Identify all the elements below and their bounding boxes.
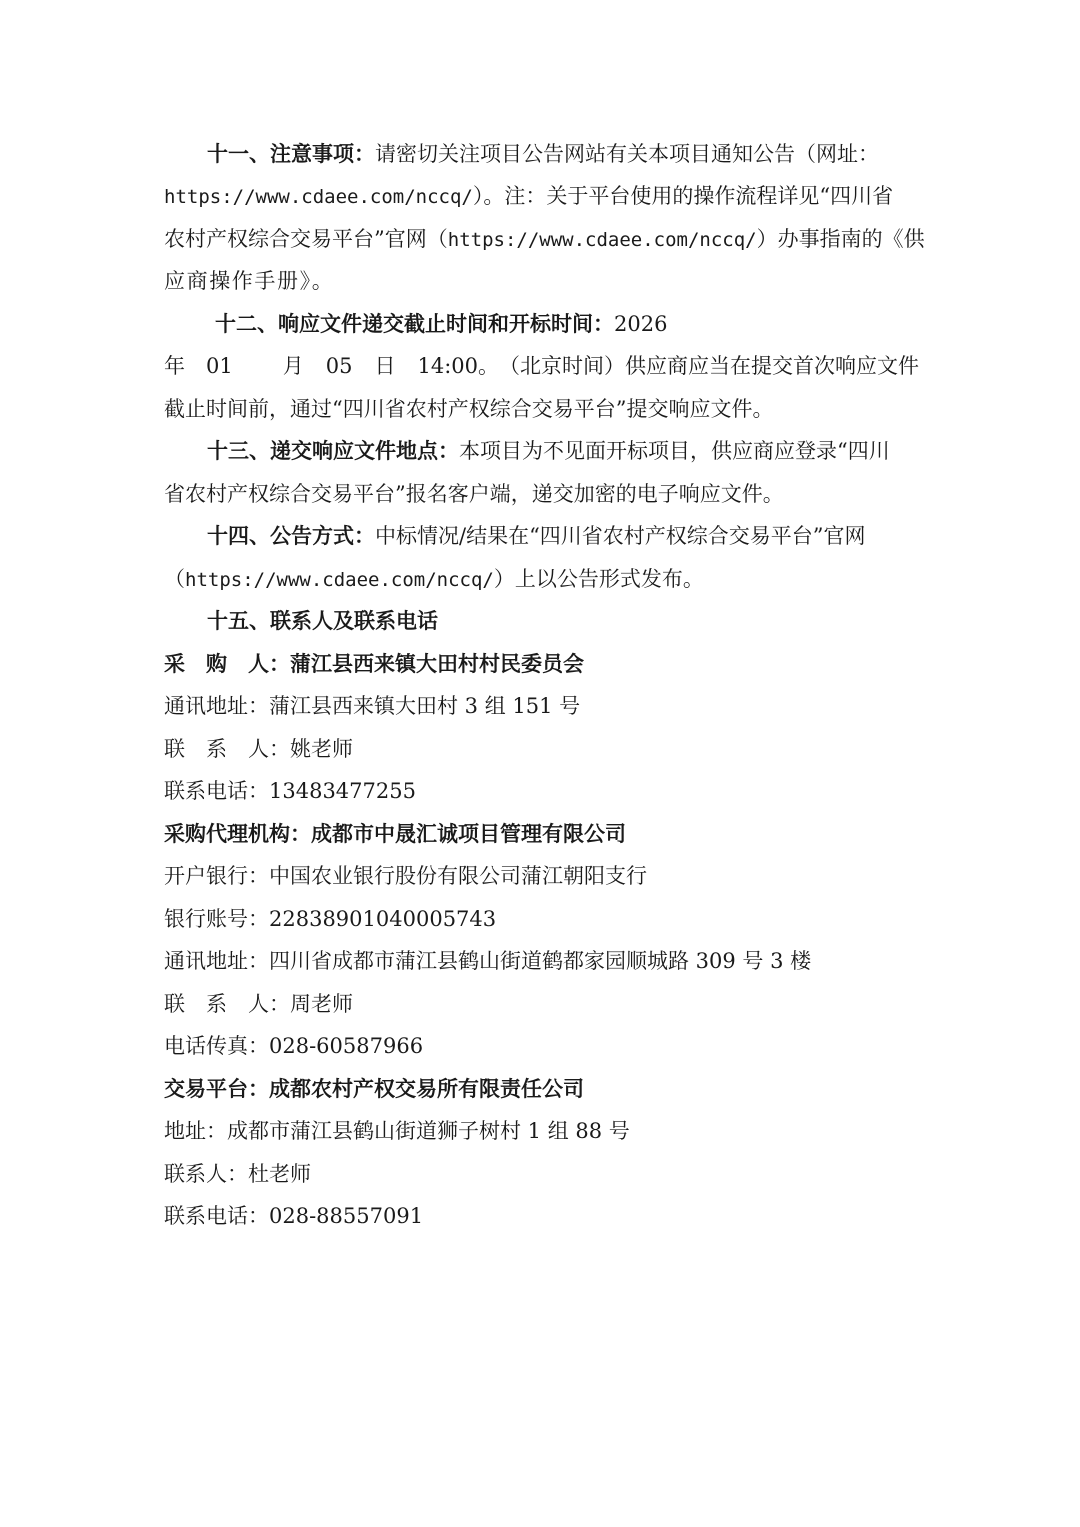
section-14-line-2 <box>164 565 704 594</box>
platform-phone-line <box>164 1202 423 1230</box>
agency-fax: 028-60587966 <box>269 1034 424 1058</box>
section-11-line-4 <box>164 267 334 295</box>
section-12-heading: 十二、响应文件递交截止时间和开标时间： <box>215 312 614 336</box>
section-12-line-2 <box>164 352 919 380</box>
agency-account: 22838901040005743 <box>269 907 497 931</box>
section-15-line <box>207 607 438 635</box>
purchaser-address-label: 通讯地址： <box>164 694 269 718</box>
section-14-text-2: ）上以公告形式发布。 <box>493 567 704 591</box>
section-14-heading: 十四、公告方式： <box>207 524 375 548</box>
platform-name: 成都农村产权交易所有限责任公司 <box>269 1077 584 1101</box>
section-11-line-3 <box>164 225 925 254</box>
agency-line <box>164 820 626 848</box>
section-11-url-1: https://www.cdaee.com/nccq/ <box>164 186 473 208</box>
purchaser-phone-line <box>164 777 416 805</box>
agency-contact-line <box>164 990 353 1018</box>
purchaser-line <box>164 650 584 678</box>
agency-bank-line <box>164 862 647 890</box>
platform-contact: 杜老师 <box>248 1162 311 1186</box>
platform-line <box>164 1075 584 1103</box>
agency-bank-label: 开户银行： <box>164 864 269 888</box>
platform-contact-line <box>164 1160 311 1188</box>
platform-address-label: 地址： <box>164 1119 227 1143</box>
platform-phone: 028-88557091 <box>269 1204 424 1228</box>
purchaser-label: 采 购 人： <box>164 652 290 676</box>
section-14-open-paren: （ <box>164 567 185 591</box>
purchaser-contact: 姚老师 <box>290 737 353 761</box>
section-11-text-2: ）。注：关于平台使用的操作流程详见“四川省 <box>472 184 894 208</box>
section-12-tail: （北京时间）供应商应当在提交首次响应文件 <box>499 354 919 378</box>
section-12-text-3: 截止时间前，通过“四川省农村产权综合交易平台”提交响应文件。 <box>164 397 774 421</box>
purchaser-address-line <box>164 692 580 720</box>
agency-contact: 周老师 <box>290 992 353 1016</box>
platform-contact-label: 联系人： <box>164 1162 248 1186</box>
platform-label: 交易平台： <box>164 1077 269 1101</box>
section-11-line-1 <box>207 140 879 168</box>
agency-account-label: 银行账号： <box>164 907 269 931</box>
section-14-line-1 <box>207 522 866 550</box>
purchaser-phone-label: 联系电话： <box>164 779 269 803</box>
section-11-text: 请密切关注项目公告网站有关本项目通知公告（网址： <box>375 142 879 166</box>
agency-name: 成都市中晟汇诚项目管理有限公司 <box>311 822 626 846</box>
purchaser-contact-label: 联 系 人： <box>164 737 290 761</box>
section-11-url-2: https://www.cdaee.com/nccq/ <box>447 229 757 251</box>
section-12-year: 2026 <box>614 312 668 336</box>
section-13-line-2 <box>164 480 784 508</box>
section-13-text-2: 省农村产权综合交易平台”报名客户端，递交加密的电子响应文件。 <box>164 482 784 506</box>
section-11-text-3: 农村产权综合交易平台”官网（ <box>164 227 448 251</box>
section-11-text-4: ）办事指南的《供 <box>756 227 925 251</box>
section-12-month-unit: 月 <box>282 354 304 378</box>
section-12-time: 14:00。 <box>417 354 499 378</box>
agency-contact-label: 联 系 人： <box>164 992 290 1016</box>
agency-fax-line <box>164 1032 423 1060</box>
purchaser-name: 蒲江县西来镇大田村村民委员会 <box>290 652 584 676</box>
section-13-line-1 <box>207 437 890 465</box>
section-12-line-1 <box>215 310 667 338</box>
section-12-line-3 <box>164 395 773 423</box>
agency-label: 采购代理机构： <box>164 822 311 846</box>
purchaser-phone: 13483477255 <box>269 779 416 803</box>
platform-phone-label: 联系电话： <box>164 1204 269 1228</box>
section-11-line-2 <box>164 182 893 211</box>
section-13-heading: 十三、递交响应文件地点： <box>207 439 459 463</box>
section-12-day-unit: 日 <box>374 354 396 378</box>
platform-address-line <box>164 1117 630 1145</box>
section-14-url: https://www.cdaee.com/nccq/ <box>185 569 494 591</box>
section-13-text: 本项目为不见面开标项目，供应商应登录“四川 <box>459 439 890 463</box>
purchaser-contact-line <box>164 735 353 763</box>
section-15-heading: 十五、联系人及联系电话 <box>207 609 438 633</box>
purchaser-address: 蒲江县西来镇大田村 3 组 151 号 <box>269 694 581 718</box>
agency-address: 四川省成都市蒲江县鹤山街道鹤都家园顺城路 309 号 3 楼 <box>269 949 812 973</box>
platform-address: 成都市蒲江县鹤山街道狮子树村 1 组 88 号 <box>227 1119 630 1143</box>
section-11-heading: 十一、注意事项： <box>207 142 375 166</box>
section-12-month: 01 <box>206 354 233 378</box>
agency-fax-label: 电话传真： <box>164 1034 269 1058</box>
agency-address-label: 通讯地址： <box>164 949 269 973</box>
section-12-year-unit: 年 <box>164 354 185 378</box>
section-14-text: 中标情况/结果在“四川省农村产权综合交易平台”官网 <box>375 524 866 548</box>
agency-bank: 中国农业银行股份有限公司蒲江朝阳支行 <box>269 864 647 888</box>
section-11-text-5: 应商操作手册》。 <box>164 269 335 293</box>
agency-address-line <box>164 947 811 975</box>
section-12-day: 05 <box>325 354 353 378</box>
agency-account-line <box>164 905 496 933</box>
